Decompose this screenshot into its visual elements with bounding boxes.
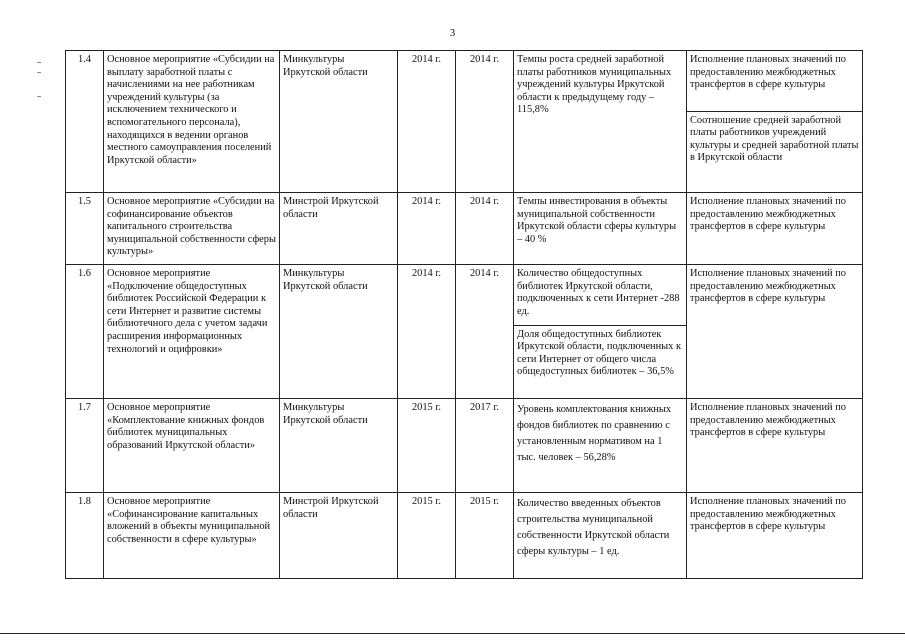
indicator: Темпы инвестирования в объекты муниципальной собственности Иркутской области сферы культуры – 40 % xyxy=(514,193,687,265)
table-row xyxy=(66,493,863,579)
activity-name: Основное мероприятие «Комплектование книжных фондов библиотек муниципальных образований Иркутской области» xyxy=(104,399,280,493)
row-number: 1.8 xyxy=(66,493,104,579)
end-year: 2015 г. xyxy=(456,493,514,579)
row-number: 1.6 xyxy=(66,265,104,399)
table-row xyxy=(66,193,863,265)
start-year: 2014 г. xyxy=(398,51,456,193)
start-year: 2015 г. xyxy=(398,399,456,493)
start-year: 2014 г. xyxy=(398,265,456,399)
end-year: 2014 г. xyxy=(456,265,514,399)
scan-mark xyxy=(37,72,41,73)
page-number: 3 xyxy=(449,27,456,39)
indicator-list xyxy=(514,265,686,381)
indicators-cell xyxy=(514,265,687,399)
start-year: 2014 г. xyxy=(398,193,456,265)
table-row xyxy=(66,51,863,193)
table-row xyxy=(66,265,863,399)
criterion: Исполнение плановых значений по предоставлению межбюджетных трансфертов в сфере культуры xyxy=(690,54,846,91)
table-row xyxy=(66,399,863,493)
criteria-cell xyxy=(687,51,863,193)
activities-table xyxy=(65,50,863,579)
executor: Минстрой Иркутской области xyxy=(280,493,398,579)
row-number: 1.4 xyxy=(66,51,104,193)
executor: Минкультуры Иркутской области xyxy=(280,51,398,193)
row-number: 1.7 xyxy=(66,399,104,493)
criterion: Соотношение средней заработной платы работников учреждений культуры и средней заработной платы в Иркутской области xyxy=(687,111,862,167)
row-number: 1.5 xyxy=(66,193,104,265)
indicator: Количество общедоступных библиотек Иркутской области, подключенных к сети Интернет -288 ед. xyxy=(517,268,680,317)
scan-mark xyxy=(37,96,41,97)
criterion: Исполнение плановых значений по предоставлению межбюджетных трансфертов в сфере культуры xyxy=(687,399,863,493)
executor: Минстрой Иркутской области xyxy=(280,193,398,265)
indicator: Доля общедоступных библиотек Иркутской области, подключенных к сети Интернет от общего числа общедоступных библиотек – 36,5% xyxy=(514,325,686,381)
activity-name: Основное мероприятие «Подключение общедоступных библиотек Российской Федерации к сети Интернет и развитие системы библиотечного дела с учетом задачи расширения информационных технологий и оцифровки» xyxy=(104,265,280,399)
activity-name: Основное мероприятие «Софинансирование капитальных вложений в объекты муниципальной собственности в сфере культуры» xyxy=(104,493,280,579)
criteria-list xyxy=(687,51,862,167)
start-year: 2015 г. xyxy=(398,493,456,579)
bottom-rule xyxy=(0,633,905,634)
criterion: Исполнение плановых значений по предоставлению межбюджетных трансфертов в сфере культуры xyxy=(687,493,863,579)
activity-name: Основное мероприятие «Субсидии на софинансирование объектов капитального строительства муниципальной собственности сферы культуры» xyxy=(104,193,280,265)
criterion: Исполнение плановых значений по предоставлению межбюджетных трансфертов в сфере культуры xyxy=(687,193,863,265)
indicator: Темпы роста средней заработной платы работников муниципальных учреждений культуры Иркутской области к предыдущему году – 115,8% xyxy=(514,51,687,193)
activity-name: Основное мероприятие «Субсидии на выплату заработной платы с начислениями на нее работникам учреждений культуры (за исключением технического и вспомогательного персонала), находящихся в ведении органов местного самоуправления поселений Иркутской области» xyxy=(104,51,280,193)
executor: Минкультуры Иркутской области xyxy=(280,399,398,493)
end-year: 2014 г. xyxy=(456,51,514,193)
scan-mark xyxy=(37,62,41,63)
indicator: Уровень комплектования книжных фондов библиотек по сравнению с установленным нормативом на 1 тыс. человек – 56,28% xyxy=(514,399,687,493)
end-year: 2017 г. xyxy=(456,399,514,493)
executor: Минкультуры Иркутской области xyxy=(280,265,398,399)
criterion: Исполнение плановых значений по предоставлению межбюджетных трансфертов в сфере культуры xyxy=(687,265,863,399)
end-year: 2014 г. xyxy=(456,193,514,265)
indicator: Количество введенных объектов строительства муниципальной собственности Иркутской области сферы культуры – 1 ед. xyxy=(514,493,687,579)
